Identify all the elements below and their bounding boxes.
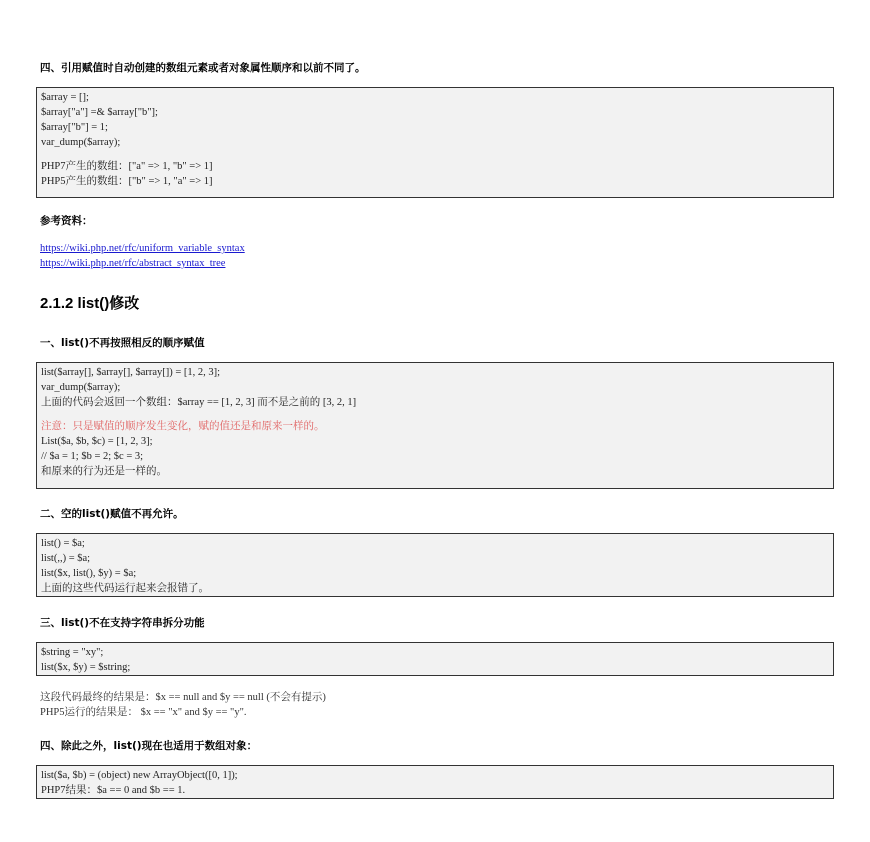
code-line: list(,,) = $a; bbox=[41, 553, 91, 564]
code-line: List($a, $b, $c) = [1, 2, 3]; bbox=[41, 436, 153, 447]
code-note-line: 注意：只是赋值的顺序发生变化，赋的值还是和原来一样的。 bbox=[41, 421, 325, 432]
code-line: list($a, $b) = (object) new ArrayObject([0, 1]); bbox=[41, 770, 238, 781]
section-heading-list-order: 一、list()不再按照相反的顺序赋值 bbox=[40, 337, 205, 349]
code-line: PHP7结果：$a == 0 and $b == 1. bbox=[41, 785, 186, 796]
code-block-array-order bbox=[36, 87, 834, 198]
code-blank-line bbox=[41, 410, 829, 419]
code-block-list-order bbox=[36, 362, 834, 489]
code-line: 和原来的行为还是一样的。 bbox=[41, 466, 167, 477]
code-block-string-split bbox=[36, 642, 834, 676]
code-line: PHP7产生的数组：["a" => 1, "b" => 1] bbox=[41, 161, 213, 172]
code-line: var_dump($array); bbox=[41, 137, 121, 148]
reference-link-uniform-variable-syntax[interactable]: https://wiki.php.net/rfc/uniform_variable_syntax bbox=[40, 243, 245, 254]
code-line: list() = $a; bbox=[41, 538, 85, 549]
code-blank-line bbox=[41, 150, 829, 159]
code-line: $string = "xy"; bbox=[41, 647, 104, 658]
references-heading: 参考资料： bbox=[40, 215, 93, 227]
reference-link-abstract-syntax-tree[interactable]: https://wiki.php.net/rfc/abstract_syntax_tree bbox=[40, 258, 226, 269]
code-block-empty-list bbox=[36, 533, 834, 597]
section-heading-empty-list: 二、空的list()赋值不再允许。 bbox=[40, 508, 184, 520]
result-text-line: 这段代码最终的结果是：$x == null and $y == null (不会有提示) bbox=[40, 692, 326, 703]
code-line: // $a = 1; $b = 2; $c = 3; bbox=[41, 451, 144, 462]
code-line: $array = []; bbox=[41, 92, 89, 103]
section-heading-array-order: 四、引用赋值时自动创建的数组元素或者对象属性顺序和以前不同了。 bbox=[40, 62, 366, 74]
code-line: $array["a"] =& $array["b"]; bbox=[41, 107, 158, 118]
code-line: 上面的这些代码运行起来会报错了。 bbox=[41, 583, 209, 594]
code-line: list($array[], $array[], $array[]) = [1, 2, 3]; bbox=[41, 367, 221, 378]
code-line: PHP5产生的数组：["b" => 1, "a" => 1] bbox=[41, 176, 213, 187]
section-heading-string-split: 三、list()不在支持字符串拆分功能 bbox=[40, 617, 205, 629]
code-line: var_dump($array); bbox=[41, 382, 121, 393]
section-heading-array-object: 四、除此之外，list()现在也适用于数组对象： bbox=[40, 740, 258, 752]
section-title-list-changes: 2.1.2 list()修改 bbox=[40, 295, 140, 312]
result-text-line: PHP5运行的结果是： $x == "x" and $y == "y". bbox=[40, 707, 247, 718]
code-block-array-object bbox=[36, 765, 834, 799]
code-line: 上面的代码会返回一个数组：$array == [1, 2, 3] 而不是之前的 [3, 2, 1] bbox=[41, 397, 357, 408]
code-line: list($x, list(), $y) = $a; bbox=[41, 568, 137, 579]
code-line: list($x, $y) = $string; bbox=[41, 662, 131, 673]
code-line: $array["b"] = 1; bbox=[41, 122, 108, 133]
